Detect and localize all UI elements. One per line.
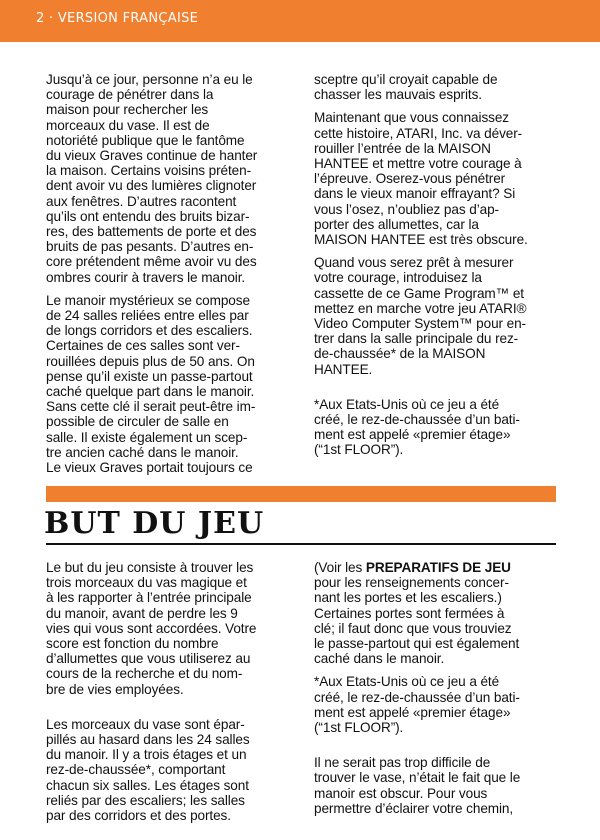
section-rule bbox=[46, 543, 556, 545]
goal-paragraph: Il ne serait pas trop difficile de trouver le vase, n’était le fait que le manoir est obscur. Pour vous permettre d’éclairer votre chemin, bbox=[314, 755, 521, 816]
intro-paragraph: Le manoir mystérieux se compose de 24 salles reliées entre elles par de longs corridors et des escaliers. Certaines de ces salles sont ver- rouillées depuis plus de 50 ans. On pense qu’il existe un passe-partout caché quelque part dans le manoir. Sans cette clé il serait peut-être im- possible de circuler de salle en salle. Il existe également un scep- tre ancien caché dans le manoir. Le vieux Graves portait toujours ce bbox=[46, 292, 256, 476]
intro-paragraph: Jusqu’à ce jour, personne n’a eu le courage de pénétrer dans la maison pour rechercher les morceaux du vase. Il est de notoriété publique que le fantôme du vieux Graves continue de hanter la maison. Certains voisins préten- dent avoir vu des lumières clignoter aux fenêtres. D’autres racontent qu’ils ont entendu des bruits bizar- res, des battements de porte et des bruits de pas pesants. D’autres en- core prétendent même avoir vu des ombres courir à travers le manoir. bbox=[46, 72, 258, 285]
section-stripe bbox=[46, 486, 556, 502]
goal-paragraph: Les morceaux du vase sont épar- pillés au hasard dans les 24 salles du manoir. Il y a trois étages et un rez-de-chaussée*, comportant chacun six salles. Les étages sont reliés par des escaliers; les salles par des corridors et des portes. bbox=[46, 716, 250, 824]
paragraph-prefix: (Voir les bbox=[314, 560, 366, 575]
page-label: 2 · VERSION FRANÇAISE bbox=[36, 11, 199, 26]
intro-paragraph: Quand vous serez prêt à mesurer votre courage, introduisez la cassette de ce Game Program™ et mettez en marche votre jeu ATARI® Video Computer System™ pour en- trer dans la salle principale du rez- de-chaussée* de la MAISON HANTEE. bbox=[314, 255, 527, 377]
goal-paragraph bbox=[314, 560, 560, 666]
intro-column-right bbox=[314, 72, 560, 466]
intro-paragraph: Maintenant que vous connaissez cette histoire, ATARI, Inc. va déver- rouiller l’entrée de la MAISON HANTEE et mettre votre courage à l’épreuve. Oserez-vous pénétrer dans le vieux manoir effrayant? Si vous l’osez, n’oubliez pas d’ap- porter des allumettes, car la MAISON HANTEE est très obscure. bbox=[314, 110, 528, 248]
section-reference: PREPARATIFS DE JEU bbox=[365, 560, 511, 575]
goal-column-left bbox=[46, 560, 294, 831]
footnote: *Aux Etats-Unis où ce jeu a été créé, le rez-de-chaussée d’un bati- ment est appelé «premier étage» (“1st FLOOR”). bbox=[314, 396, 520, 458]
intro-column-left bbox=[46, 72, 294, 483]
goal-paragraph: Le but du jeu consiste à trouver les trois morceaux du vas magique et à les rapporter à l’entrée principale du manoir, avant de perdre les 9 vies qui vous sont accordées. Votre score est fonction du nombre d’allumettes que vous utiliserez au cours de la recherche et du nom- bre de vies employées. bbox=[46, 560, 257, 697]
header-bar bbox=[0, 0, 600, 42]
goal-column-right bbox=[314, 560, 560, 824]
footnote: *Aux Etats-Unis où ce jeu a été créé, le rez-de-chaussée d’un bati- ment est appelé «premier étage» (“1st FLOOR”). bbox=[314, 674, 520, 736]
intro-paragraph: sceptre qu’il croyait capable de chasser les mauvais esprits. bbox=[314, 72, 498, 103]
paragraph-suffix: pour les renseignements concer- nant les portes et les escaliers.) Certaines portes sont fermées à clé; il faut donc que vous trouviez le passe-partout qui est également caché dans le manoir. bbox=[314, 575, 520, 667]
section-title: BUT DU JEU bbox=[44, 506, 265, 541]
